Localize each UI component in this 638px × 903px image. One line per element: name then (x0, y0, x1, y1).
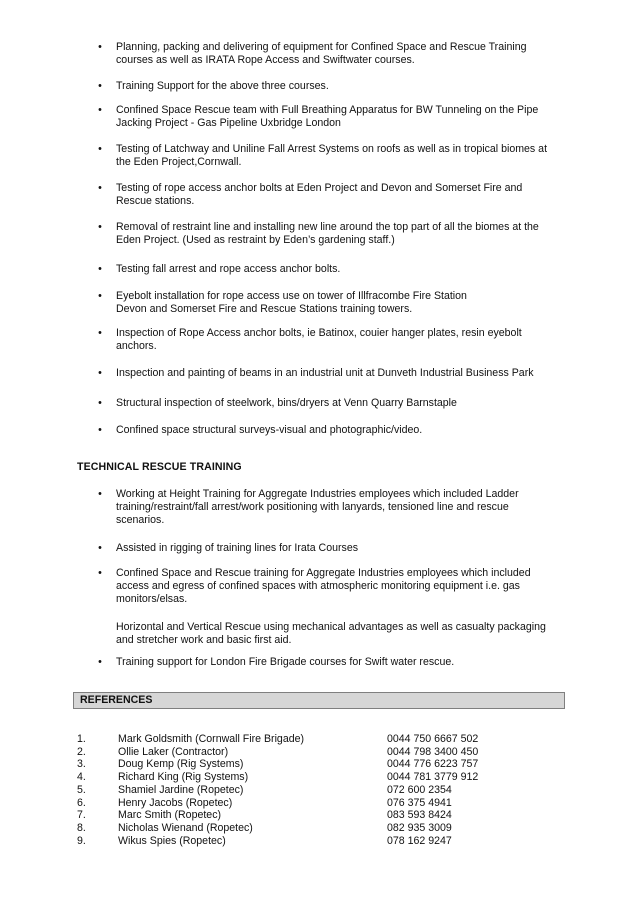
reference-number: 9. (77, 834, 86, 847)
bullet-text: Inspection of Rope Access anchor bolts, ie Batinox, couier hanger plates, resin eyebolt anchors. (116, 327, 522, 352)
references-heading-bar (73, 692, 565, 709)
bullet-dot-icon: • (98, 397, 102, 409)
reference-name: Nicholas Wienand (Ropetec) (118, 821, 253, 834)
reference-number: 1. (77, 733, 86, 745)
reference-name: Wikus Spies (Ropetec) (118, 834, 226, 847)
reference-number: 6. (77, 796, 86, 809)
section-heading-technical-rescue: TECHNICAL RESCUE TRAINING (77, 461, 242, 473)
bullet-text: Training support for London Fire Brigade courses for Swift water rescue. (116, 656, 455, 668)
bullet-text: Testing of rope access anchor bolts at Eden Project and Devon and Somerset Fire and Rescue stations. (116, 182, 523, 207)
bullet-text: Planning, packing and delivering of equipment for Confined Space and Rescue Training courses as well as IRATA Rope Access and Swiftwater courses. (116, 41, 527, 66)
reference-name: Shamiel Jardine (Ropetec) (118, 783, 244, 796)
reference-number: 5. (77, 783, 86, 796)
bullet-text: Inspection and painting of beams in an industrial unit at Dunveth Industrial Business Park (116, 367, 534, 379)
reference-row (0, 784, 638, 796)
reference-number: 2. (77, 745, 86, 758)
reference-phone: 0044 781 3779 912 (387, 771, 479, 784)
rescue-paragraph: Horizontal and Vertical Rescue using mechanical advantages as well as casualty packaging and stretcher work and basic first aid. (116, 621, 546, 646)
reference-phone: 082 935 3009 (387, 821, 452, 834)
reference-number: 4. (77, 771, 86, 784)
bullet-dot-icon: • (98, 327, 102, 339)
reference-number: 8. (77, 821, 86, 834)
reference-phone: 0044 798 3400 450 (387, 745, 479, 758)
reference-row (0, 733, 638, 745)
bullet-dot-icon: • (98, 80, 102, 92)
bullet-dot-icon: • (98, 41, 102, 53)
bullet-dot-icon: • (98, 656, 102, 668)
bullet-text: Assisted in rigging of training lines for Irata Courses (116, 542, 359, 554)
reference-phone: 076 375 4941 (387, 796, 452, 809)
bullet-dot-icon: • (98, 567, 102, 579)
bullet-text: Eyebolt installation for rope access use on tower of Illfracombe Fire Station Devon and Somerset Fire and Rescue Stations training towers. (116, 290, 467, 315)
reference-phone: 072 600 2354 (387, 783, 452, 796)
references-heading: REFERENCES (80, 694, 153, 706)
reference-name: Henry Jacobs (Ropetec) (118, 796, 233, 809)
bullet-text: Confined space structural surveys-visual and photographic/video. (116, 424, 423, 436)
reference-row (0, 822, 638, 834)
reference-row (0, 758, 638, 770)
bullet-text: Working at Height Training for Aggregate Industries employees which included Ladder training/restraint/fall arrest/work positioning with lanyards, tensioned line and rescue scenarios. (116, 488, 519, 526)
bullet-text: Removal of restraint line and installing new line around the top part of all the biomes at the Eden Project. (Used as restraint by Eden’s gardening staff.) (116, 221, 539, 246)
bullet-dot-icon: • (98, 143, 102, 155)
reference-phone: 0044 750 6667 502 (387, 733, 479, 745)
bullet-text: Confined Space and Rescue training for Aggregate Industries employees which included access and egress of confined spaces with atmospheric monitoring equipment i.e. gas monitors/elsas. (116, 567, 531, 605)
reference-phone: 0044 776 6223 757 (387, 758, 479, 771)
bullet-dot-icon: • (98, 488, 102, 500)
reference-row (0, 835, 638, 847)
reference-row (0, 797, 638, 809)
bullet-dot-icon: • (98, 221, 102, 233)
bullet-dot-icon: • (98, 182, 102, 194)
bullet-text: Testing fall arrest and rope access anchor bolts. (116, 263, 341, 275)
bullet-text: Structural inspection of steelwork, bins/dryers at Venn Quarry Barnstaple (116, 397, 457, 409)
bullet-text: Training Support for the above three courses. (116, 80, 329, 92)
reference-phone: 083 593 8424 (387, 809, 452, 822)
reference-phone: 078 162 9247 (387, 834, 452, 847)
bullet-dot-icon: • (98, 104, 102, 116)
bullet-dot-icon: • (98, 263, 102, 275)
bullet-text: Testing of Latchway and Uniline Fall Arrest Systems on roofs as well as in tropical biomes at the Eden Project,Cornwall. (116, 143, 548, 168)
reference-number: 7. (77, 809, 86, 822)
reference-name: Mark Goldsmith (Cornwall Fire Brigade) (118, 733, 305, 745)
bullet-dot-icon: • (98, 290, 102, 302)
bullet-dot-icon: • (98, 542, 102, 554)
reference-name: Richard King (Rig Systems) (118, 771, 249, 784)
reference-row (0, 746, 638, 758)
reference-name: Marc Smith (Ropetec) (118, 809, 222, 822)
reference-name: Doug Kemp (Rig Systems) (118, 758, 244, 771)
bullet-text: Confined Space Rescue team with Full Breathing Apparatus for BW Tunneling on the Pipe Jacking Project - Gas Pipeline Uxbridge London (116, 104, 539, 129)
bullet-dot-icon: • (98, 424, 102, 436)
reference-row (0, 809, 638, 821)
reference-row (0, 771, 638, 783)
bullet-dot-icon: • (98, 367, 102, 379)
reference-name: Ollie Laker (Contractor) (118, 745, 229, 758)
reference-number: 3. (77, 758, 86, 771)
